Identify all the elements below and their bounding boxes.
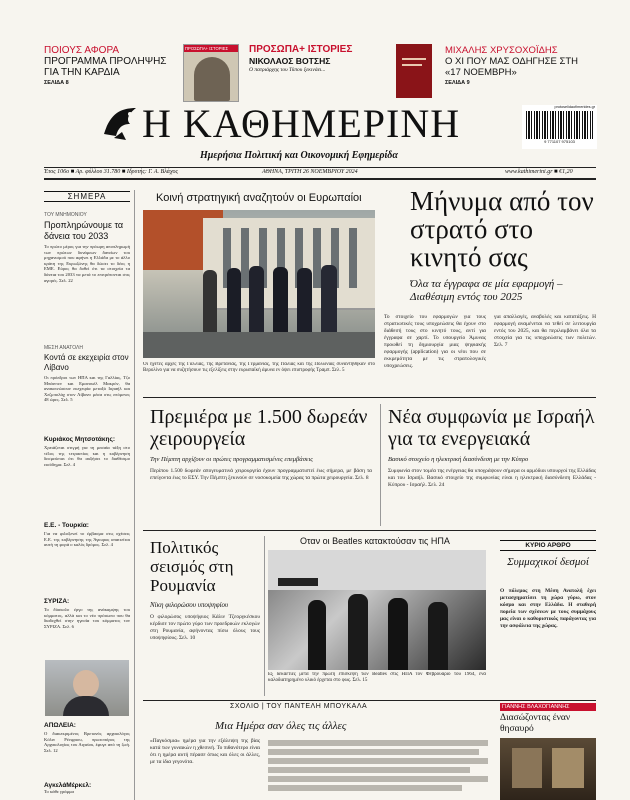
sidebar-kicker: ΤΟΥ ΜΝΗΜΟΝΙΟΥ: [44, 212, 87, 218]
promo-mid-subtitle: Ο πατριάρχης του Τύπου ξεκινάει...: [249, 67, 326, 73]
sidebar-body: Το δύσκολο έργο της ανάκαμψης του κόμματος, αλλά και το νέο πρόσωπο που θα διαδεχθεί στην ηγεσία του κόμματος τον ΣΥΡΙΖΑ. Σελ. 6: [44, 607, 130, 629]
column-body-1: «Παγκόσμια» ημέρα για την εξάλειψη της βίας κατά των γυναικών η χθεσινή. Το πιθανότερο είναι ότι η ημέρα αυτή πέρασε όπως και όλες οι άλλες, με τα ίδια γεγονότα.: [150, 738, 260, 765]
book-cover-line: [402, 64, 422, 66]
sidebar-title: ΑγκελάΜέρκελ:: [44, 782, 92, 789]
promo-middle[interactable]: [249, 45, 379, 73]
sidebar-title: ΣΥΡΙΖΑ:: [44, 598, 70, 605]
lead-body-left: Το στοιχείο του εφαρμογών για τους στρατιωτικές τους υποχρεώσεις θα έχουν στο διάθεσή τους στο κινητό τους, αντί για έγγραφα σε χαρτί. Το υπουργείο Άμυνας προωθεί τη δημιουργία μιας ψηφιακής εφαρμογής (application) για οι νέοι που σε εκκρεμότητα με τις στρατολογικές υποχρεώσεις.: [384, 314, 486, 369]
person-figure: [321, 265, 337, 332]
promo-right-label: ΜΙΧΑΛΗΣ ΧΡΥΣΟΧΟΪΔΗΣ: [445, 45, 558, 56]
sidebar-title: ΑΠΩΛΕΙΑ:: [44, 722, 76, 729]
portrait-face-icon: [73, 670, 99, 698]
person-figure: [308, 600, 326, 670]
column-headline[interactable]: Μια Ημέρα σαν όλες τις άλλες: [215, 720, 347, 732]
portrait-icon: [194, 57, 230, 101]
surgery-subhead: Την Πέμπτη αρχίζουν οι πρώτες προγραμματισμένες επεμβάσεις: [150, 456, 313, 463]
opinion-headline[interactable]: Συμμαχικοί δεσμοί: [507, 556, 589, 568]
israel-body: Συμφωνία στον τομέα της ενέργειας θα υπογράψουν σήμερα οι αρμόδιοι υπουργοί της Ελλάδας και του Ισραήλ. Βασικό στοιχείο της συμφωνίας είναι η ηλεκτρική διασύνδεση Ελλάδας - Κύπρου - Ισραήλ. Σελ. 24: [388, 468, 596, 488]
person-figure: [249, 266, 264, 332]
meta-date: ΑΘΗΝΑ, ΤΡΙΤΗ 26 ΝΟΕΜΒΡΙΟΥ 2024: [262, 169, 358, 175]
promo-left[interactable]: [44, 45, 174, 86]
meta-left: Έτος 106ο ■ Αρ. φύλλου 31.780 ■ Ιδρυτής: Γ. Α. Βλάχος: [44, 169, 178, 175]
treasure-photo: [500, 738, 596, 800]
photo-strip-headline[interactable]: Κοινή στρατηγική αναζητούν οι Ευρωπαίοι: [156, 192, 362, 204]
opinion-kicker: ΚΥΡΙΟ ΑΡΘΡΟ: [500, 540, 596, 551]
person-figure: [428, 602, 448, 670]
column-label: ΣΧΟΛΙΟ | ΤΟΥ ΠΑΝΤΕΛΗ ΜΠΟΥΚΑΛΑ: [230, 703, 368, 710]
barcode-url: protoselidaofimerides.gr: [554, 105, 595, 109]
barcode-number: 9 771107 975103: [544, 139, 575, 144]
sidebar-body: Το κάθε γράμμα: [44, 789, 74, 794]
masthead-logo[interactable]: Η ΚΑΘΗΜΕΡΙΝΗ: [142, 101, 461, 146]
romania-subhead: Νίκη φιλορώσου υποψηφίου: [150, 601, 229, 609]
book-cover-line: [402, 58, 426, 60]
bottom-right-headline[interactable]: Διασώζοντας έναν θησαυρό: [500, 713, 571, 734]
lead-subhead: Όλα τα έγγραφα σε μία εφαρμογή – Διαθέσιμη εντός του 2025: [410, 278, 563, 303]
sidebar-title: Κυριάκος Μητσοτάκης:: [44, 436, 116, 443]
sidebar-item-loans[interactable]: [44, 212, 130, 311]
magazine-thumbnail[interactable]: [183, 44, 239, 102]
person-figure: [388, 598, 408, 670]
person-figure: [203, 270, 217, 332]
promo-mid-name: ΝΙΚΟΛΑΟΣ ΒΟΤΣΗΣ: [249, 56, 331, 66]
artwork-panel: [512, 748, 542, 788]
surgery-headline[interactable]: Πρεμιέρα με 1.500 δωρεάν χειρουργεία: [150, 406, 368, 450]
artwork-panel: [552, 748, 584, 788]
sidebar-heading: ΣΗΜΕΡΑ: [44, 191, 130, 202]
renfrew-photo: [45, 660, 129, 716]
sidebar-item-syriza[interactable]: [44, 598, 130, 651]
sidebar-title: Κοντά σε εκεχειρία στον Λίβανο: [44, 353, 129, 372]
sidebar-item-pm[interactable]: [44, 436, 130, 497]
sidebar-item-obituary[interactable]: [44, 722, 130, 777]
sidebar-item-lebanon[interactable]: [44, 345, 130, 432]
surgery-body: Περίπου 1.500 δωρεάν απογευματινά χειρουργεία έχουν προγραμματιστεί έως σήμερα, με βάση τα επείγοντα έως το ΕΣΥ. Την Πέμπτη ξεκινούν σε νοσοκομεία της χώρας τα πρώτα χειρουργεία. Σελ. 8: [150, 468, 372, 481]
sidebar-body: Ο διακεκριμένος Βρετανός αρχαιολόγος Κόλιν Ρένφριου, πρωτοπόρος της Αρχαιολογίας του Αιγαίου, έφυγε από τη ζωή. Σελ. 12: [44, 731, 130, 753]
person-figure: [227, 268, 241, 332]
person-figure: [348, 594, 368, 670]
sidebar-title: Ε.Ε. - Τουρκία:: [44, 522, 89, 529]
opinion-body: Ο πόλεμος στη Μέση Ανατολή έχει μετασχηματίσει τη χώρα γύρω, στον κόσμο και στην Ελλάδα. Η σταθερή πορεία των σχέσεων με τους συμμάχους μας είναι ο καθοριστικός παράγοντας για την ασφάλεια της χώρας.: [500, 588, 596, 629]
romania-body: Ο φιλορώσος υποψήφιος Κάλιν Τζεοργκέσκου κέρδισε τον πρώτο γύρο των προεδρικών εκλογών στη Ρουμανία, αφήνοντας πίσω όλους τους υποψηφίους. Σελ. 10: [150, 614, 260, 641]
portrait-suit-icon: [63, 696, 109, 716]
sidebar-body: Το πρώτο μέρος για την πρόωρη αποπληρωμή των πρώτων δυνάμεων δανείων του μηχανισμού που αφήνει η Ελλάδα με το άλλο κράτη της Ευρωζώνης θα δώσει το δέος η ΕΜΕ. Εύρος θα δοθεί ότι τα στοιχεία τα δάνεια του 2033 να μετά το επιτρέπονται στις αγορές. Σελ. 22: [44, 244, 130, 283]
column-body-bars: [268, 740, 488, 794]
sidebar-kicker: ΜΕΣΗ ΑΝΑΤΟΛΗ: [44, 345, 83, 351]
lead-headline[interactable]: Μήνυμα από τον στρατό στο κινητό σας: [410, 186, 594, 272]
book-thumbnail[interactable]: [396, 44, 432, 98]
romania-headline[interactable]: Πολιτικός σεισμός στη Ρουμανία: [150, 538, 234, 595]
masthead-emblem-icon: [100, 104, 140, 142]
beatles-headline[interactable]: Οταν οι Beatles κατακτούσαν τις ΗΠΑ: [300, 536, 450, 546]
meta-right: www.kathimerini.gr ■ €1,20: [505, 169, 573, 175]
sidebar-body: Χρειάζεται στιγμή για τη μεσαία τάξη στο τέλος της τετραετίας και η κυβέρνηση δεσμεύεται ότι θα αυξήσει το διαθέσιμο εισόδημα. Σελ. 4: [44, 445, 130, 467]
sidebar-item-turkey[interactable]: [44, 522, 130, 583]
barcode-bars: [526, 111, 593, 139]
promo-right-page: ΣΕΛΙΔΑ 9: [445, 80, 470, 86]
promo-left-label: ΠΟΙΟΥΣ ΑΦΟΡΑ: [44, 45, 120, 56]
lead-body-right: για απαλλαγές, αναβολές και κατατάξεις. Η εφαρμογή αναμένεται να τεθεί σε λειτουργία εντός του 2025, και θα περιλαμβάνει όλα τα στοιχεία για τις υποχρεώσεις των πολιτών. Σελ. 7: [494, 314, 596, 348]
promo-mid-label: ΠΡΟΣΩΠΑ+ ΙΣΤΟΡΙΕΣ: [249, 44, 353, 55]
aircraft-logo-band: [278, 578, 318, 586]
barcode: [522, 105, 597, 149]
beatles-photo: [268, 550, 486, 670]
leaders-photo: [143, 210, 375, 358]
promo-right-title: Ο ΧΙ ΠΟΥ ΜΑΣ ΟΔΗΓΗΣΕ ΣΤΗ «17 ΝΟΕΜΒΡΗ»: [445, 56, 579, 78]
magazine-thumb-label: ΠΡΟΣΩΠΑ+ ΙΣΤΟΡΙΕΣ: [184, 45, 238, 52]
sidebar-body: Οι πρόεδροι των ΗΠΑ και της Γαλλίας, Τζο Μπάιντεν και Εμανουέλ Μακρόν, θα ανακοινώσουν εκεχειρία μεταξύ Ισραήλ και Χεζμπολάχ στον Λίβανο μέσα στις επόμενες 48 ώρες. Σελ. 5: [44, 375, 130, 403]
israel-headline[interactable]: Νέα συμφωνία με Ισραήλ για τα ενεργειακά: [388, 406, 595, 450]
sidebar-title: Προπληρώνουμε τα δάνεια του 2033: [44, 220, 124, 241]
promo-right[interactable]: [445, 45, 585, 86]
person-figure: [273, 267, 288, 332]
sidebar-item-merkel[interactable]: [44, 782, 130, 795]
bottom-right-author: ΓΙΑΝΝΗΣ ΒΛΑΧΟΓΙΑΝΝΗΣ: [500, 703, 596, 711]
masthead-tagline: Ημερήσια Πολιτική και Οικονομική Εφημερίδα: [200, 150, 398, 161]
promo-left-page: ΣΕΛΙΔΑ 8: [44, 80, 69, 86]
israel-subhead: Βασικό στοιχείο η ηλεκτρική διασύνδεση με την Κύπρο: [388, 456, 529, 463]
sidebar-body: Για να φιλοξενεί το έμβασμα στις σχέσεις Ε.Ε. της κυβέρνησης της Άγκυρας απαιτείται αυτή τη φορά ο καλός δρόμος. Σελ. 4: [44, 531, 130, 548]
promo-left-title: ΠΡΟΓΡΑΜΜΑ ΠΡΟΛΗΨΗΣ ΓΙΑ ΤΗΝ ΚΑΡΔΙΑ: [44, 56, 167, 78]
photo-strip-caption: Οι ηγέτες αρχές της Γαλλίας, της Βρετανίας, της Γερμανίας, της Ιταλίας και της Πολωνίας συναντήθηκαν στο Βερολίνο για να συζητήσουν τις εξελίξεις στην ευρωπαϊκή άμυνα εν όψει επιστροφής Τραμπ. Σελ. 5: [143, 362, 375, 374]
beatles-caption: Εξ δεκαετίες μετά την πρώτη επίσκεψη των Beatles στις ΗΠΑ τον Φεβρουάριο του 1964, ένα καλοδιατηρημένο υλικό έρχεται στο φως. Σελ. 15: [268, 672, 486, 684]
pavement: [143, 332, 375, 358]
person-figure: [297, 268, 312, 332]
